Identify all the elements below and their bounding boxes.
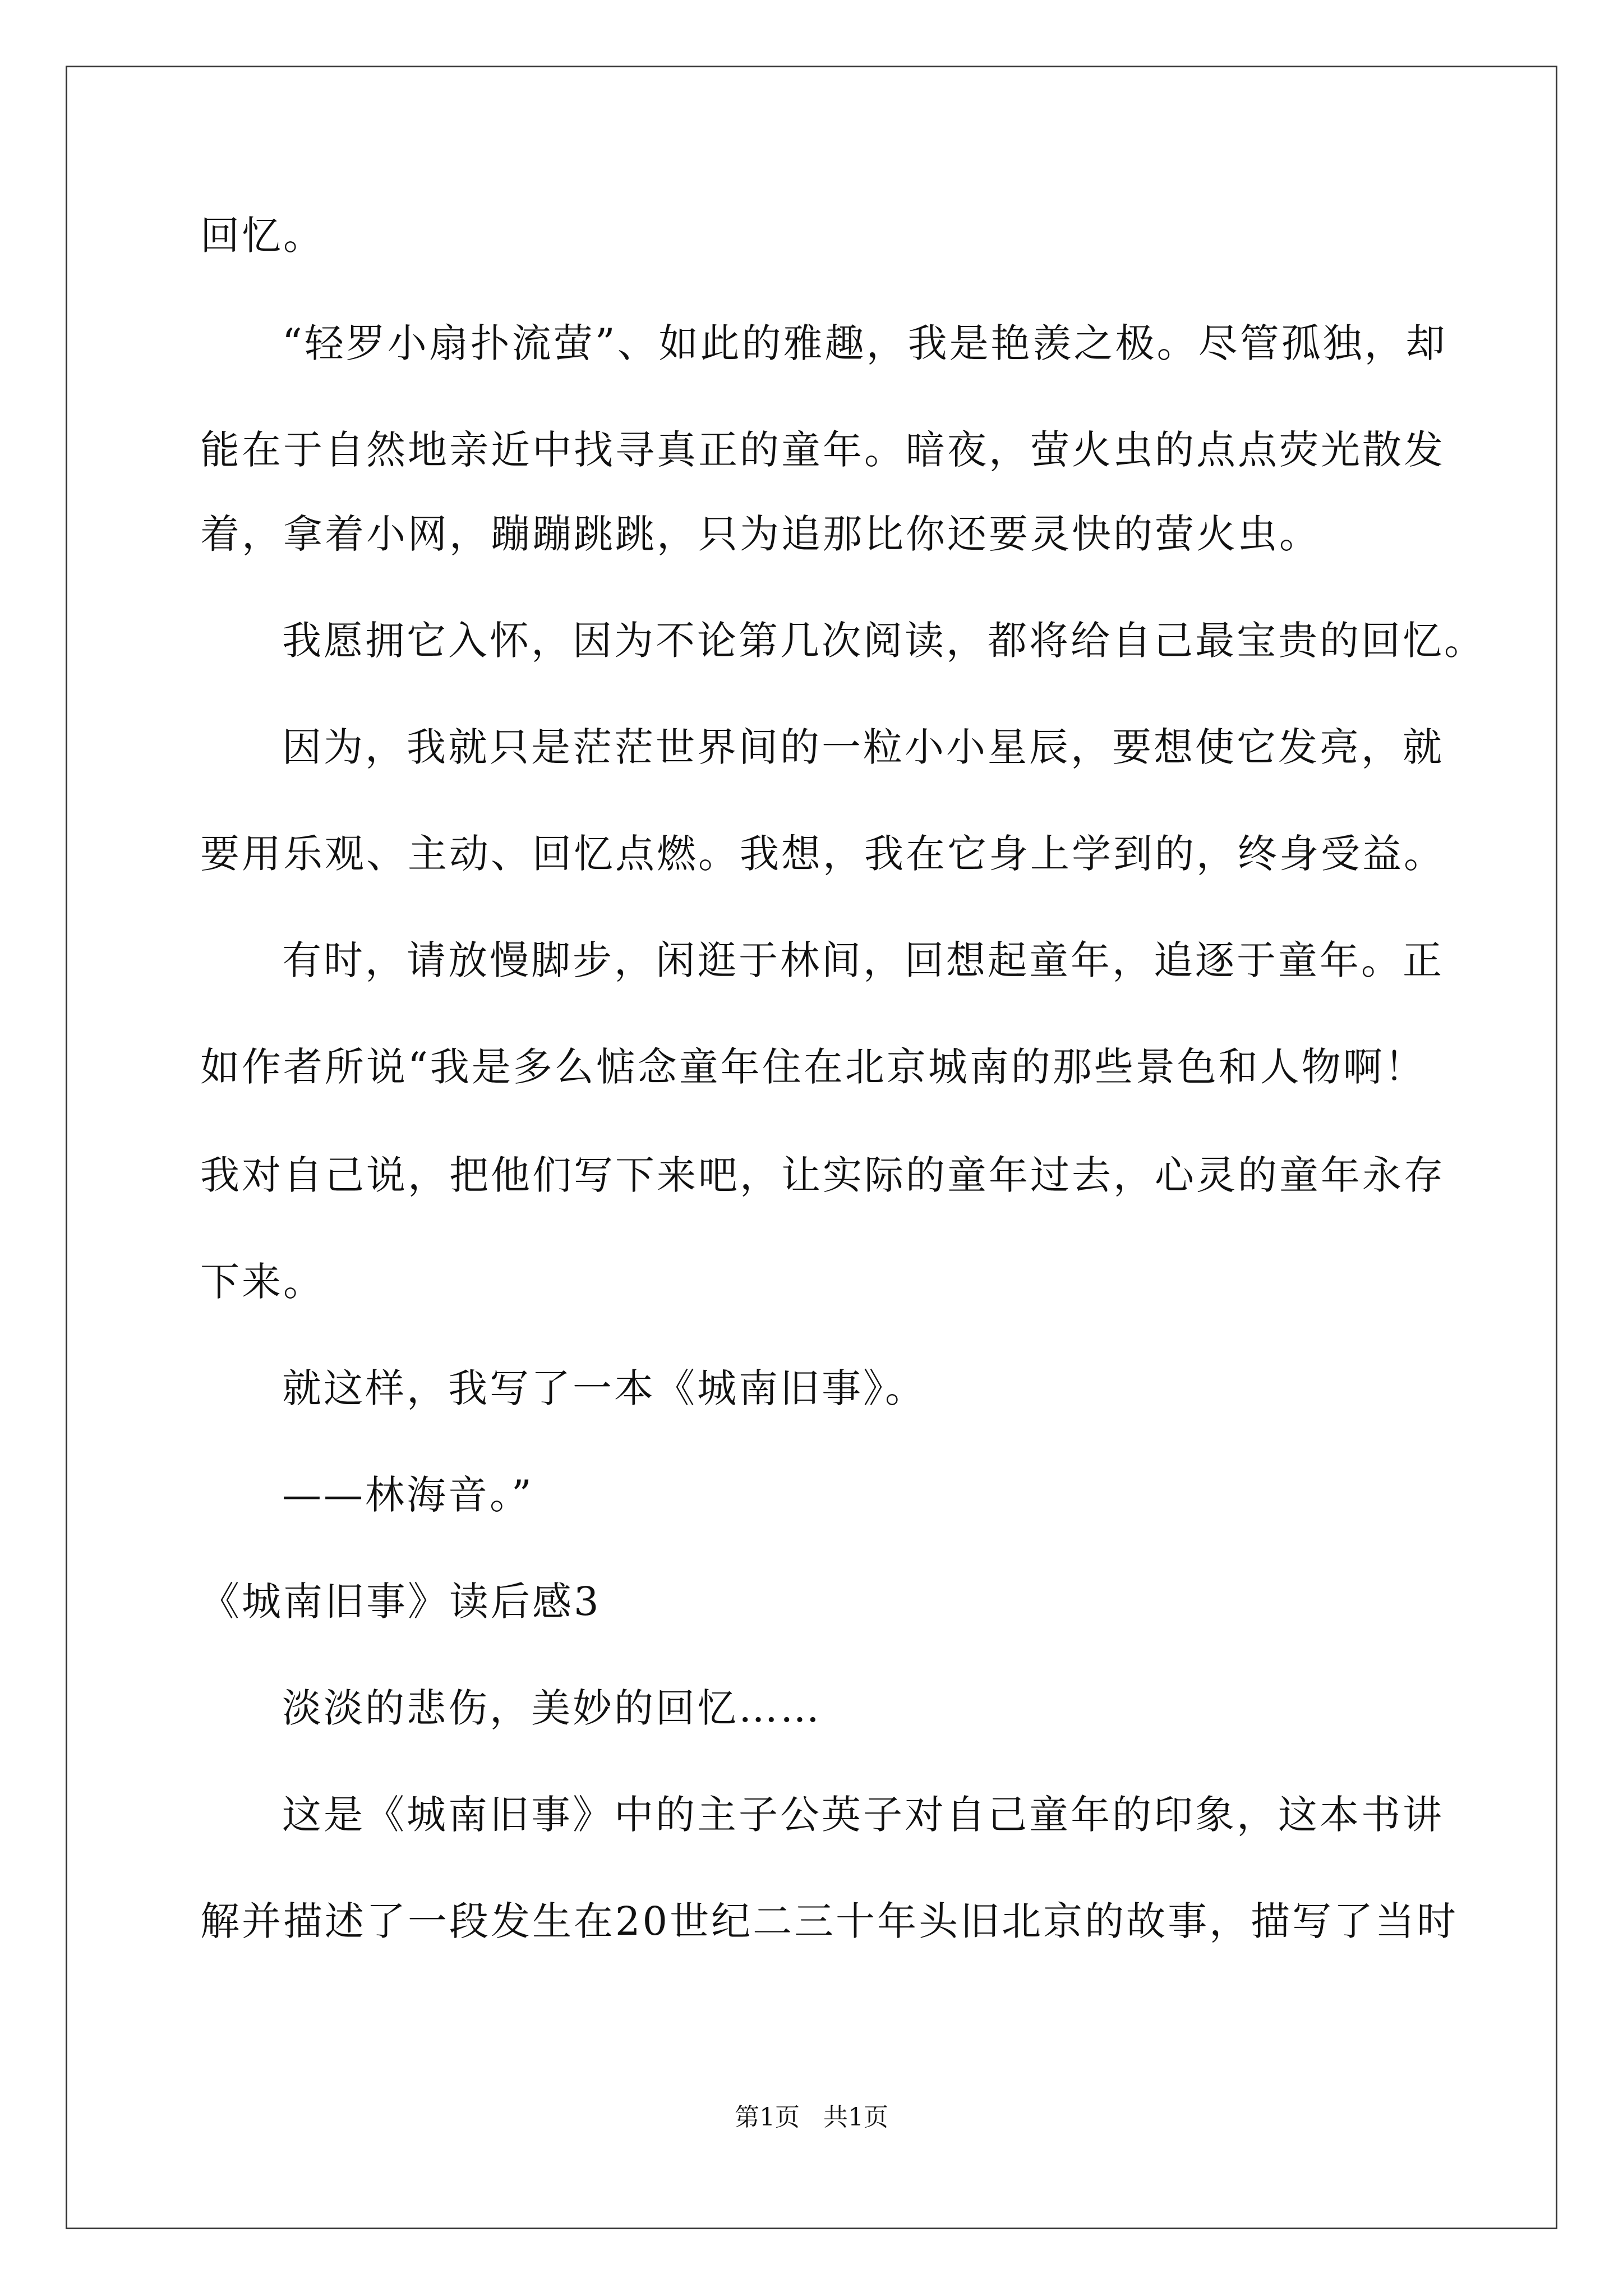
text-line-7: 要用乐观、主动、回忆点燃。我想，我在它身上学到的，终身受益。 <box>200 831 1445 877</box>
text-line-4: 着，拿着小网，蹦蹦跳跳，只为追那比你还要灵快的萤火虫。 <box>200 511 1321 557</box>
text-line-11: 下来。 <box>200 1259 325 1305</box>
text-line-15: 淡淡的悲伤，美妙的回忆…… <box>282 1685 822 1731</box>
text-line-2: “轻罗小扇扑流萤”、如此的雅趣，我是艳羡之极。尽管孤独，却 <box>282 320 1447 366</box>
text-line-1: 回忆。 <box>200 213 325 259</box>
text-line-6: 因为，我就只是茫茫世界间的一粒小小星辰，要想使它发亮，就 <box>282 724 1444 770</box>
page-footer: 第1页 共1页 <box>735 2103 888 2132</box>
text-line-17: 解并描述了一段发生在20世纪二三十年头旧北京的故事，描写了当时 <box>200 1898 1459 1944</box>
text-line-12: 就这样，我写了一本《城南旧事》。 <box>282 1365 926 1411</box>
text-line-16: 这是《城南旧事》中的主子公英子对自己童年的印象，这本书讲 <box>282 1792 1444 1838</box>
text-line-13: ——林海音。” <box>282 1472 534 1518</box>
section-heading: 《城南旧事》读后感3 <box>200 1579 601 1625</box>
text-line-3: 能在于自然地亲近中找寻真正的童年。暗夜，萤火虫的点点荧光散发 <box>200 427 1445 473</box>
text-line-8: 有时，请放慢脚步，闲逛于林间，回想起童年，追逐于童年。正 <box>282 937 1444 983</box>
text-line-5: 我愿拥它入怀，因为不论第几次阅读，都将给自己最宝贵的回忆。 <box>282 618 1486 664</box>
text-line-10: 我对自己说，把他们写下来吧，让实际的童年过去，心灵的童年永存 <box>200 1152 1445 1198</box>
text-line-9: 如作者所说“我是多么惦念童年住在北京城南的那些景色和人物啊！ <box>200 1044 1426 1090</box>
